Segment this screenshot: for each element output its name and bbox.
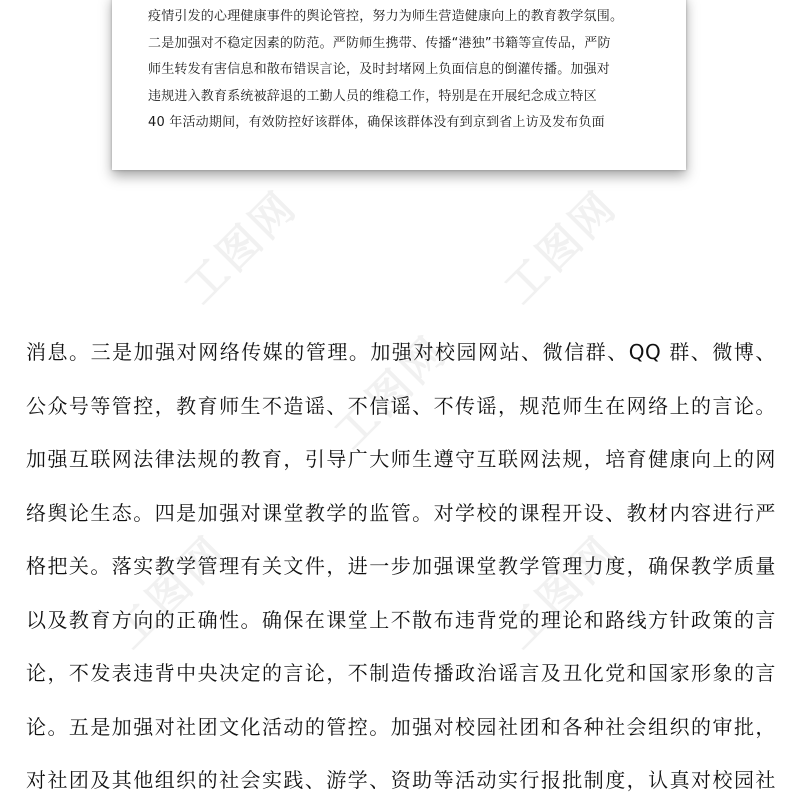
body-line: 以及教育方向的正确性。确保在课堂上不散布违背党的理论和路线方针政策的言 <box>26 607 776 632</box>
preview-line: 违规进入教育系统被辞退的工勤人员的维稳工作，特别是在开展纪念成立特区 <box>148 88 597 104</box>
preview-line: 疫情引发的心理健康事件的舆论管控，努力为师生营造健康向上的教育教学氛围。 <box>148 9 624 24</box>
watermark: 工图网 <box>174 180 307 313</box>
watermark: 工图网 <box>494 525 627 658</box>
page-preview-card <box>112 0 686 170</box>
body-line: 消息。三是加强对网络传媒的管理。加强对校园网站、微信群、QQ 群、微博、 <box>26 340 776 364</box>
watermark: 工图网 <box>104 525 237 658</box>
preview-line: 40 年活动期间，有效防控好该群体，确保该群体没有到京到省上访及发布负面 <box>148 115 605 130</box>
watermark: 工图网 <box>324 325 457 458</box>
body-line: 论，不发表违背中央决定的言论，不制造传播政治谣言及丑化党和国家形象的言 <box>26 661 776 685</box>
body-line: 加强互联网法律法规的教育，引导广大师生遵守互联网法规，培育健康向上的网 <box>26 447 776 471</box>
preview-line: 师生转发有害信息和散布错误言论，及时封堵网上负面信息的倒灌传播。加强对 <box>148 62 611 77</box>
body-line: 对社团及其他组织的社会实践、游学、资助等活动实行报批制度，认真对校园社 <box>26 768 776 792</box>
body-line: 络舆论生态。四是加强对课堂教学的监管。对学校的课程开设、教材内容进行严 <box>26 500 776 525</box>
watermark: 工图网 <box>494 180 627 313</box>
body-line: 格把关。落实教学管理有关文件，进一步加强课堂教学管理力度，确保教学质量 <box>26 554 776 578</box>
body-text <box>26 326 786 800</box>
body-line: 公众号等管控，教育师生不造谣、不信谣、不传谣，规范师生在网络上的言论。 <box>26 393 776 418</box>
preview-line: 二是加强对不稳定因素的防范。严防师生携带、传播“港独”书籍等宣传品，严防 <box>148 35 611 51</box>
body-line: 论。五是加强对社团文化活动的管控。加强对校园社团和各种社会组织的审批， <box>26 714 776 739</box>
